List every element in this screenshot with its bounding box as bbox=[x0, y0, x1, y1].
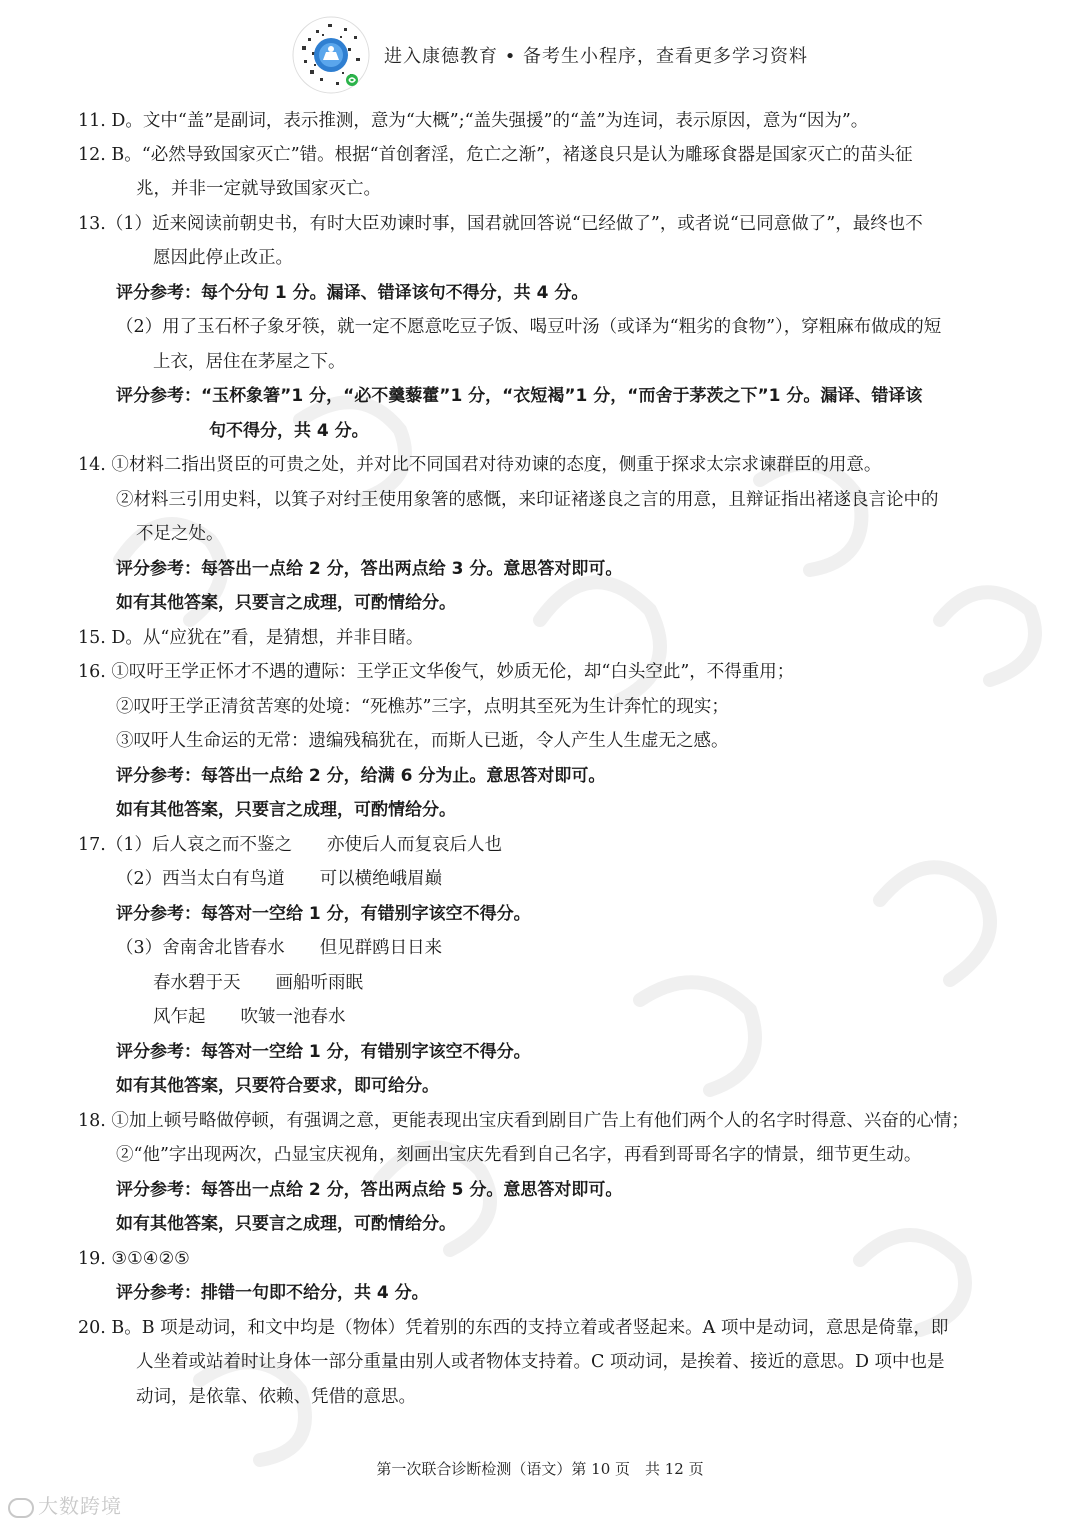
scoring-note-line: 评分参考：每答对一空给 1 分，有错别字该空不得分。 bbox=[116, 1042, 531, 1062]
scoring-note-line: 如有其他答案，只要言之成理，可酌情给分。 bbox=[116, 593, 456, 613]
answer-line: （2）西当太白有鸟道 可以横绝峨眉巅 bbox=[116, 869, 443, 889]
watermark-logo-text: 大数跨境 bbox=[38, 1494, 122, 1518]
scoring-note-line: 评分参考：每答出一点给 2 分，答出两点给 3 分。意思答对即可。 bbox=[116, 559, 623, 579]
answer-line: 18. ①加上顿号略做停顿，有强调之意，更能表现出宝庆看到剧目广告上有他们两个人的名字时得意、兴奋的心情； bbox=[78, 1111, 969, 1131]
answer-line: 愿因此停止改正。 bbox=[153, 248, 293, 268]
scoring-note-line: 如有其他答案，只要言之成理，可酌情给分。 bbox=[116, 800, 456, 820]
page-footer: 第一次联合诊断检测（语文）第 10 页 共 12 页 bbox=[376, 1460, 704, 1478]
answer-line: 风乍起 吹皱一池春水 bbox=[153, 1007, 346, 1027]
watermark-logo bbox=[8, 1490, 122, 1519]
scoring-note-line: 评分参考：每答出一点给 2 分，答出两点给 5 分。意思答对即可。 bbox=[116, 1180, 623, 1200]
scoring-note-line: 如有其他答案，只要符合要求，即可给分。 bbox=[116, 1076, 439, 1096]
scoring-note-line: 评分参考：每答出一点给 2 分，给满 6 分为止。意思答对即可。 bbox=[116, 766, 606, 786]
answer-line: 15. D。从“应犹在”看，是猜想，并非目睹。 bbox=[78, 628, 424, 648]
scoring-note-line: 评分参考：每个分句 1 分。漏译、错译该句不得分，共 4 分。 bbox=[116, 283, 589, 303]
answer-line: （2）用了玉石杯子象牙筷，就一定不愿意吃豆子饭、喝豆叶汤（或译为“粗劣的食物”），穿粗麻布做成的短 bbox=[116, 317, 942, 337]
answer-line: 动词，是依靠、依赖、凭借的意思。 bbox=[136, 1387, 416, 1407]
scoring-note-line: 评分参考：每答对一空给 1 分，有错别字该空不得分。 bbox=[116, 904, 531, 924]
watermark-ring-icon bbox=[8, 1498, 34, 1518]
scoring-note-line: 评分参考：“玉杯象箸”1 分，“必不羹藜藿”1 分，“衣短褐”1 分，“而舍于茅茨之下”1 分。漏译、错译该 bbox=[116, 386, 923, 406]
answer-line: 16. ①叹吁王学正怀才不遇的遭际：王学正文华俊气，妙质无伦，却“白头空此”，不得重用； bbox=[78, 662, 795, 682]
answer-line: ②材料三引用史料，以箕子对纣王使用象箸的感慨，来印证褚遂良之言的用意，且辩证指出褚遂良言论中的 bbox=[116, 490, 939, 510]
mini-program-qr-code[interactable] bbox=[292, 16, 370, 94]
answer-line: ③叹吁人生命运的无常：遗编残稿犹在，而斯人已逝，令人产生人生虚无之感。 bbox=[116, 731, 729, 751]
answer-line: 不足之处。 bbox=[136, 524, 224, 544]
scoring-note-line: 如有其他答案，只要言之成理，可酌情给分。 bbox=[116, 1214, 456, 1234]
scoring-note-line: 评分参考：排错一句即不给分，共 4 分。 bbox=[116, 1283, 429, 1303]
answer-line: 上衣，居住在茅屋之下。 bbox=[153, 352, 346, 372]
scoring-note-line: 句不得分，共 4 分。 bbox=[209, 421, 369, 441]
page-header bbox=[0, 12, 1080, 102]
answer-line: 人坐着或站着时让身体一部分重量由别人或者物体支持着。C 项动词，是挨着、接近的意思。D 项中也是 bbox=[136, 1352, 945, 1372]
answer-line: 12. B。“必然导致国家灭亡”错。根据“首创奢淫，危亡之渐”，褚遂良只是认为雕琢食器是国家灭亡的苗头征 bbox=[78, 145, 913, 165]
answer-line: 兆，并非一定就导致国家灭亡。 bbox=[136, 179, 381, 199]
answer-line: 20. B。B 项是动词，和文中均是（物体）凭着别的东西的支持立着或者竖起来。A 项中是动词，意思是倚靠，即 bbox=[78, 1318, 949, 1338]
answer-line: 19. ③①④②⑤ bbox=[78, 1249, 190, 1269]
header-promo-text: 进入康德教育 • 备考生小程序，查看更多学习资料 bbox=[384, 46, 809, 67]
answer-line: 11. D。文中“盖”是副词，表示推测，意为“大概”;“盖失强援”的“盖”为连词，表示原因，意为“因为”。 bbox=[78, 111, 869, 131]
answer-line: 13.（1）近来阅读前朝史书，有时大臣劝谏时事，国君就回答说“已经做了”，或者说“已同意做了”，最终也不 bbox=[78, 214, 923, 234]
answer-line: 14. ①材料二指出贤臣的可贵之处，并对比不同国君对待劝谏的态度，侧重于探求太宗求谏群臣的用意。 bbox=[78, 455, 882, 475]
answer-line: ②叹吁王学正清贫苦寒的处境：“死樵苏”三字，点明其至死为生计奔忙的现实； bbox=[116, 697, 729, 717]
answer-line: 17.（1）后人哀之而不鉴之 亦使后人而复哀后人也 bbox=[78, 835, 502, 855]
answer-line: ②“他”字出现两次，凸显宝庆视角，刻画出宝庆先看到自己名字，再看到哥哥名字的情景，细节更生动。 bbox=[116, 1145, 922, 1165]
answer-line: 春水碧于天 画船听雨眠 bbox=[153, 973, 363, 993]
answer-line: （3）舍南舍北皆春水 但见群鸥日日来 bbox=[116, 938, 443, 958]
